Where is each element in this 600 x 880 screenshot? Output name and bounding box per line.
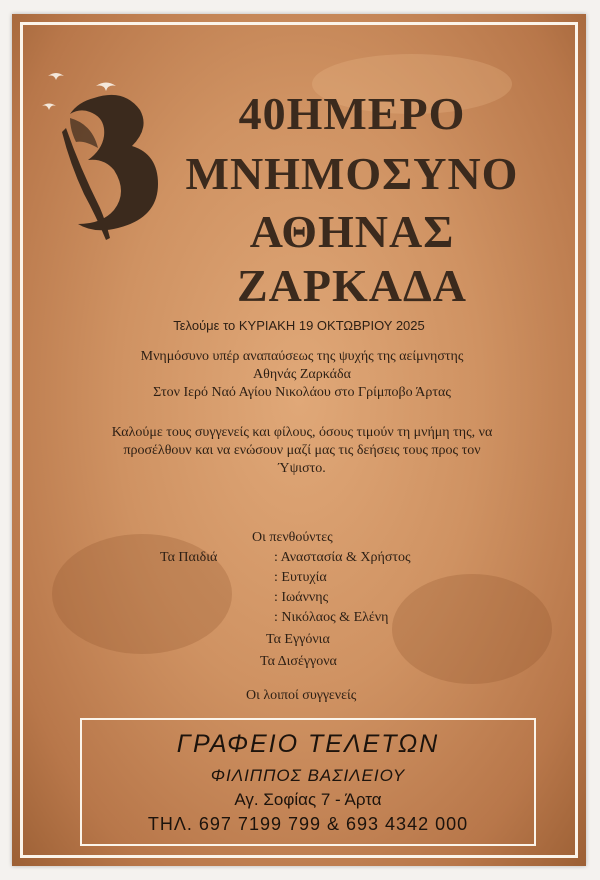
paragraph-line: προσέλθουν και να ενώσουν μαζί μας τις δεήσεις τους προς τον <box>123 443 481 458</box>
ceremony-date: Τελούμε το ΚΥΡΙΑΚΗ 19 ΟΚΤΩΒΡΙΟΥ 2025 <box>173 318 425 333</box>
title-line-4: ΖΑΡΚΑΔΑ <box>236 260 468 311</box>
funeral-office-box <box>80 718 536 846</box>
mourners-heading: Οι πενθούντες <box>252 530 333 545</box>
paragraph-line: Ύψιστο. <box>278 461 326 476</box>
title-line-1: 40ΗΜΕΡΟ <box>238 88 466 139</box>
child-entry: : Ιωάννης <box>274 590 329 605</box>
other-relatives-label: Οι λοιποί συγγενείς <box>246 688 357 703</box>
memorial-paragraph <box>72 348 532 402</box>
title-line-3: ΑΘΗΝΑΣ <box>249 206 455 257</box>
paragraph-line: Αθηνάς Ζαρκάδα <box>253 367 351 382</box>
funeral-office-phones: ΤΗΛ. 697 7199 799 & 693 4342 000 <box>147 814 469 834</box>
child-entry: : Νικόλαος & Ελένη <box>274 610 389 625</box>
children-label: Τα Παιδιά <box>160 550 218 565</box>
funeral-office-title: ΓΡΑΦΕΙΟ ΤΕΛΕΤΩΝ <box>176 730 440 758</box>
invitation-paragraph <box>72 424 532 478</box>
memorial-poster <box>12 14 586 866</box>
funeral-office-owner: ΦΙΛΙΠΠΟΣ ΒΑΣΙΛΕΙΟΥ <box>210 766 406 785</box>
paragraph-line: Μνημόσυνο υπέρ αναπαύσεως της ψυχής της αείμνηστης <box>140 349 464 364</box>
child-entry: : Αναστασία & Χρήστος <box>274 550 411 565</box>
title-line-2: ΜΝΗΜΟΣΥΝΟ <box>185 148 519 199</box>
grandchildren-label: Τα Εγγόνια <box>266 632 330 647</box>
paragraph-line: Στον Ιερό Ναό Αγίου Νικολάου στο Γρίμποβο Άρτας <box>153 385 451 400</box>
paragraph-line: Καλούμε τους συγγενείς και φίλους, όσους τιμούν τη μνήμη της, να <box>111 425 493 440</box>
great-grandchildren-label: Τα Δισέγγονα <box>260 654 337 669</box>
child-entry: : Ευτυχία <box>274 570 327 585</box>
funeral-office-address: Αγ. Σοφίας 7 - Άρτα <box>234 790 382 809</box>
